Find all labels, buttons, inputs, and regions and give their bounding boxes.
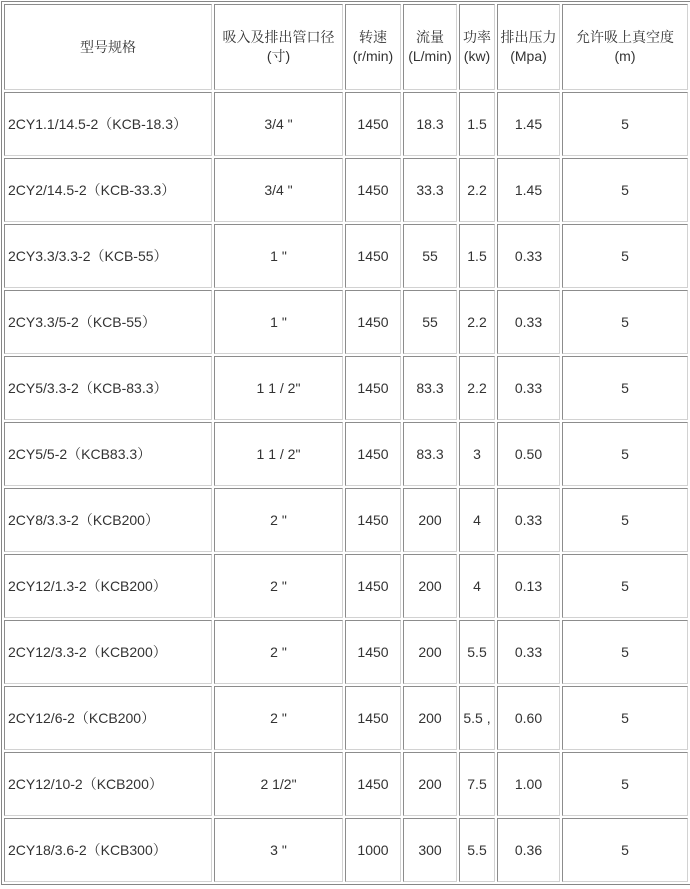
- cell-speed: 1450: [345, 752, 401, 816]
- cell-pressure: 0.33: [497, 488, 560, 552]
- cell-vacuum: 5: [562, 356, 688, 420]
- cell-model: 2CY12/1.3-2（KCB200）: [4, 554, 212, 618]
- cell-diameter: 2 ": [214, 686, 343, 750]
- cell-flow: 200: [403, 488, 457, 552]
- cell-pressure: 0.60: [497, 686, 560, 750]
- cell-flow: 200: [403, 686, 457, 750]
- cell-diameter: 1 ": [214, 224, 343, 288]
- cell-vacuum: 5: [562, 752, 688, 816]
- cell-model: 2CY12/6-2（KCB200）: [4, 686, 212, 750]
- cell-vacuum: 5: [562, 158, 688, 222]
- header-unit: (寸): [266, 48, 291, 64]
- cell-pressure: 1.00: [497, 752, 560, 816]
- cell-model: 2CY5/5-2（KCB83.3）: [4, 422, 212, 486]
- cell-model: 2CY1.1/14.5-2（KCB-18.3）: [4, 92, 212, 156]
- header-label: 功率: [463, 29, 491, 46]
- header-label: 型号规格: [80, 38, 136, 55]
- cell-diameter: 2 ": [214, 620, 343, 684]
- cell-diameter: 2 1/2": [214, 752, 343, 816]
- cell-flow: 200: [403, 752, 457, 816]
- cell-vacuum: 5: [562, 422, 688, 486]
- cell-power: 2.2: [459, 290, 495, 354]
- table-row: [4, 422, 688, 486]
- cell-flow: 200: [403, 554, 457, 618]
- header-unit: (kw): [463, 48, 491, 64]
- cell-power: 4: [459, 488, 495, 552]
- table-row: [4, 488, 688, 552]
- cell-power: 5.5 ,: [459, 686, 495, 750]
- cell-flow: 200: [403, 620, 457, 684]
- header-label: 转速: [359, 29, 387, 46]
- cell-power: 1.5: [459, 92, 495, 156]
- cell-model: 2CY12/10-2（KCB200）: [4, 752, 212, 816]
- cell-power: 2.2: [459, 356, 495, 420]
- cell-speed: 1450: [345, 158, 401, 222]
- cell-vacuum: 5: [562, 92, 688, 156]
- cell-flow: 83.3: [403, 356, 457, 420]
- cell-speed: 1450: [345, 422, 401, 486]
- column-header-power: [459, 4, 495, 90]
- cell-flow: 55: [403, 290, 457, 354]
- cell-diameter: 3/4 ": [214, 92, 343, 156]
- cell-pressure: 1.45: [497, 158, 560, 222]
- table-row: [4, 158, 688, 222]
- header-row: [4, 4, 688, 90]
- pump-spec-table: [1, 1, 690, 885]
- cell-power: 4: [459, 554, 495, 618]
- header-label: 允许吸上真空度: [576, 29, 674, 46]
- cell-diameter: 1 1 / 2": [214, 422, 343, 486]
- cell-speed: 1000: [345, 818, 401, 882]
- header-label: 流量: [416, 29, 444, 46]
- cell-pressure: 1.45: [497, 92, 560, 156]
- cell-diameter: 2 ": [214, 488, 343, 552]
- table-row: [4, 92, 688, 156]
- column-header-pressure: [497, 4, 560, 90]
- cell-vacuum: 5: [562, 224, 688, 288]
- cell-model: 2CY5/3.3-2（KCB-83.3）: [4, 356, 212, 420]
- cell-diameter: 3 ": [214, 818, 343, 882]
- cell-pressure: 0.33: [497, 290, 560, 354]
- table-row: [4, 290, 688, 354]
- cell-speed: 1450: [345, 356, 401, 420]
- cell-flow: 83.3: [403, 422, 457, 486]
- cell-speed: 1450: [345, 686, 401, 750]
- cell-diameter: 2 ": [214, 554, 343, 618]
- cell-model: 2CY3.3/5-2（KCB-55）: [4, 290, 212, 354]
- table-row: [4, 818, 688, 882]
- cell-speed: 1450: [345, 224, 401, 288]
- cell-diameter: 3/4 ": [214, 158, 343, 222]
- table-row: [4, 686, 688, 750]
- cell-power: 3: [459, 422, 495, 486]
- table-row: [4, 224, 688, 288]
- cell-speed: 1450: [345, 554, 401, 618]
- table-row: [4, 752, 688, 816]
- cell-flow: 300: [403, 818, 457, 882]
- table-header: [4, 4, 688, 90]
- cell-pressure: 0.50: [497, 422, 560, 486]
- cell-pressure: 0.33: [497, 620, 560, 684]
- column-header-flow: [403, 4, 457, 90]
- header-unit: (m): [614, 48, 636, 64]
- cell-model: 2CY8/3.3-2（KCB200）: [4, 488, 212, 552]
- cell-vacuum: 5: [562, 686, 688, 750]
- cell-pressure: 0.13: [497, 554, 560, 618]
- cell-power: 2.2: [459, 158, 495, 222]
- cell-power: 7.5: [459, 752, 495, 816]
- cell-power: 5.5: [459, 620, 495, 684]
- cell-vacuum: 5: [562, 620, 688, 684]
- cell-diameter: 1 ": [214, 290, 343, 354]
- cell-vacuum: 5: [562, 554, 688, 618]
- cell-pressure: 0.33: [497, 224, 560, 288]
- cell-speed: 1450: [345, 92, 401, 156]
- cell-diameter: 1 1 / 2": [214, 356, 343, 420]
- header-label: 排出压力: [500, 29, 557, 46]
- cell-flow: 55: [403, 224, 457, 288]
- cell-pressure: 0.36: [497, 818, 560, 882]
- cell-model: 2CY2/14.5-2（KCB-33.3）: [4, 158, 212, 222]
- header-unit: (r/min): [352, 48, 394, 64]
- header-label: 吸入及排出管口径: [222, 29, 335, 46]
- cell-power: 1.5: [459, 224, 495, 288]
- cell-speed: 1450: [345, 620, 401, 684]
- column-header-diameter: [214, 4, 343, 90]
- column-header-model: [4, 4, 212, 90]
- cell-flow: 18.3: [403, 92, 457, 156]
- cell-pressure: 0.33: [497, 356, 560, 420]
- cell-flow: 33.3: [403, 158, 457, 222]
- cell-power: 5.5: [459, 818, 495, 882]
- table-row: [4, 620, 688, 684]
- header-unit: (L/min): [408, 48, 452, 64]
- cell-speed: 1450: [345, 488, 401, 552]
- cell-speed: 1450: [345, 290, 401, 354]
- table-row: [4, 356, 688, 420]
- cell-model: 2CY18/3.6-2（KCB300）: [4, 818, 212, 882]
- table-row: [4, 554, 688, 618]
- header-unit: (Mpa): [510, 48, 547, 64]
- cell-model: 2CY12/3.3-2（KCB200）: [4, 620, 212, 684]
- column-header-speed: [345, 4, 401, 90]
- cell-vacuum: 5: [562, 818, 688, 882]
- cell-model: 2CY3.3/3.3-2（KCB-55）: [4, 224, 212, 288]
- table-body: [4, 92, 688, 882]
- cell-vacuum: 5: [562, 290, 688, 354]
- cell-vacuum: 5: [562, 488, 688, 552]
- column-header-vacuum: [562, 4, 688, 90]
